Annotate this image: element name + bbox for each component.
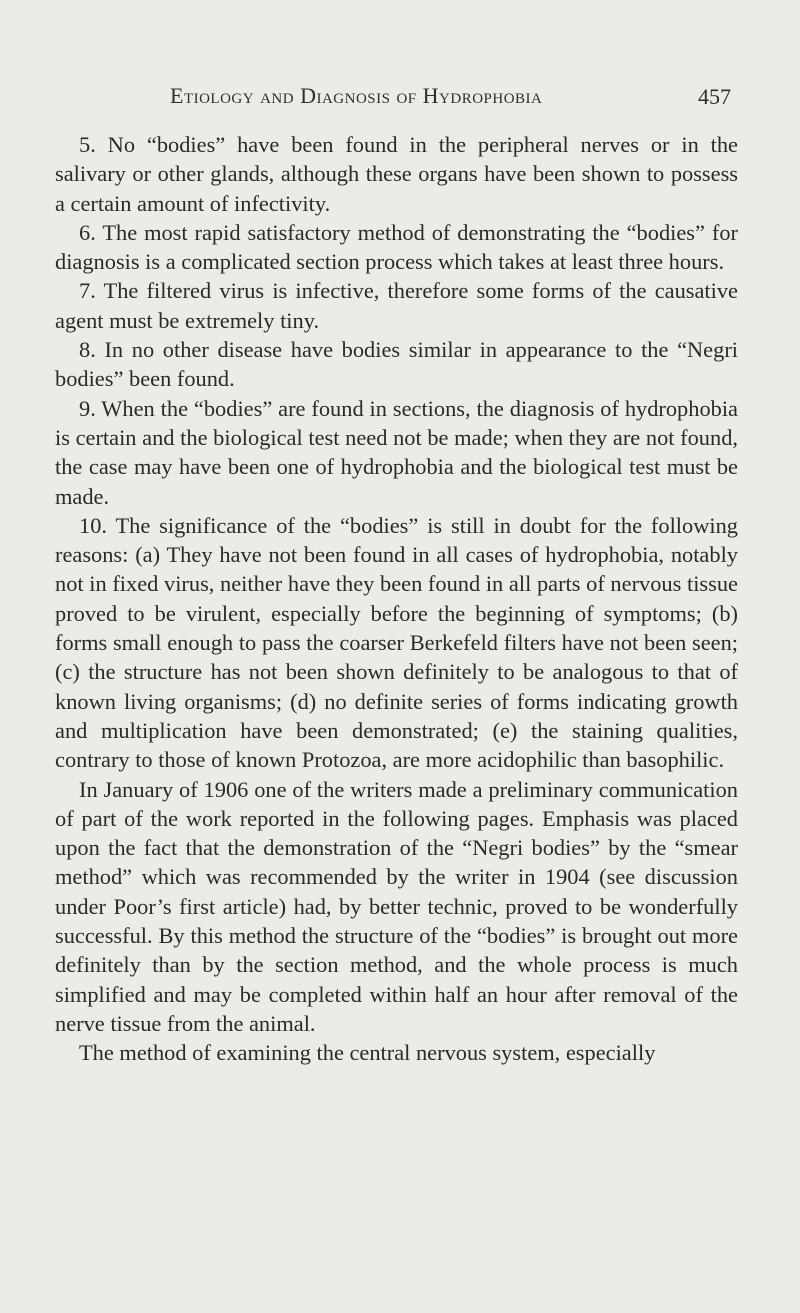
paragraph-item-10: 10. The significance of the “bodies” is still in doubt for the following reasons: (a) They have not been found in all cases of hydrophobia, notably not in fixed virus, neither have they been found in all parts of nervous tissue proved to be virulent, especially before the beginning of symptoms; (b) forms small enough to pass the coarser Berkefeld filters have not been seen; (c) the structure has not been shown definitely to be analogous to that of known living organisms; (d) no definite series of forms indicating growth and multiplication have been demonstrated; (e) the staining qualities, contrary to those of known Protozoa, are more acidophilic than basophilic. xyxy=(55,512,738,773)
running-head: Etiology and Diagnosis of Hydrophobia xyxy=(170,83,543,108)
page-number: 457 xyxy=(698,84,731,109)
paragraph-item-6: 6. The most rapid satisfactory method of demonstrating the “bodies” for diagnosis is a complicated section process which takes at least three hours. xyxy=(55,219,738,275)
paragraph-method-of-examining: The method of examining the central nervous system, especially xyxy=(79,1040,656,1066)
paragraph-item-7: 7. The filtered virus is infective, therefore some forms of the causative agent must be extremely tiny. xyxy=(55,278,738,333)
paragraph-january-1906: In January of 1906 one of the writers made a preliminary communication of part of the work reported in the following pages. Emphasis was placed upon the fact that the demonstration of the “Negri bodies” by the “smear method” which was recommended by the writer in 1904 (see discussion under Poor’s first article) had, by better technic, proved to be wonderfully successful. By this method the structure of the “bodies” is brought out more definitely than by the section method, and the whole process is much simplified and may be completed within half an hour after removal of the nerve tissue from the animal. xyxy=(55,776,738,1036)
paragraph-item-5: 5. No “bodies” have been found in the peripheral nerves or in the salivary or other glands, although these organs have been shown to possess a certain amount of infectivity. xyxy=(55,132,738,216)
paragraph-item-9: 9. When the “bodies” are found in sections, the diagnosis of hydrophobia is certain and the biological test need not be made; when they are not found, the case may have been one of hydrophobia and the biological test must be made. xyxy=(55,395,738,509)
body-text xyxy=(55,130,738,1068)
paragraph-item-8: 8. In no other disease have bodies similar in appearance to the “Negri bodies” been found. xyxy=(55,337,738,392)
